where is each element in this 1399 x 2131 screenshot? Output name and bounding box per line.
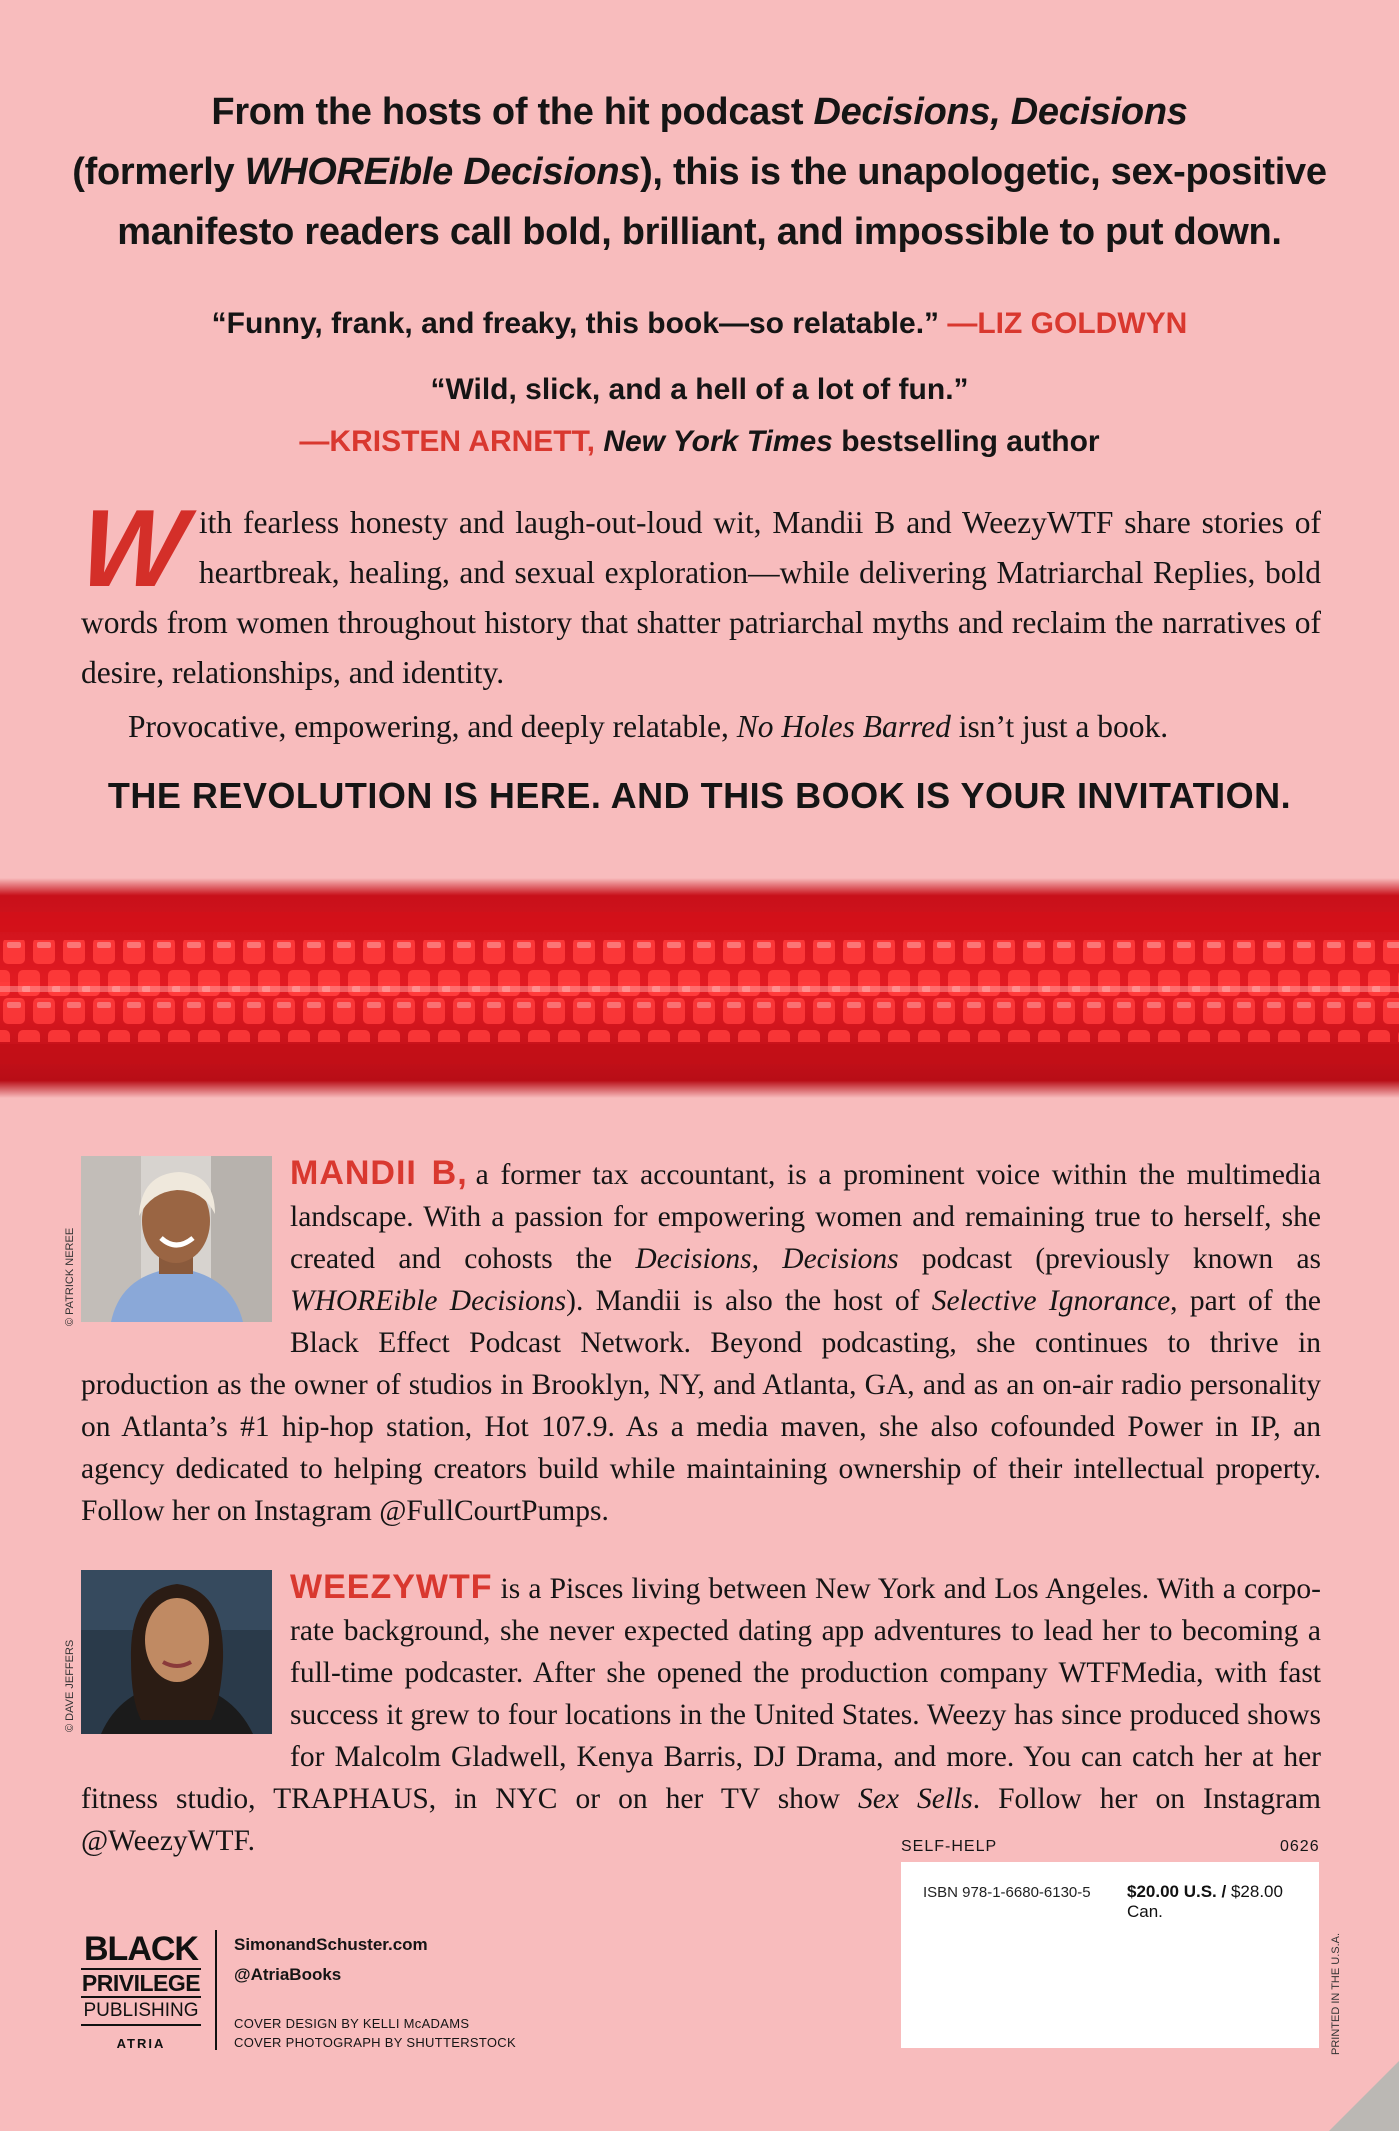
quote-kristen-arnett: “Wild, slick, and a hell of a lot of fun.” —KRISTEN ARNETT, New York Times bestselling author — [299, 373, 1100, 458]
publisher-links — [234, 1930, 428, 1990]
publisher-handle[interactable]: @AtriaBooks — [234, 1965, 342, 1984]
book-title: No Holes Barred — [736, 709, 951, 744]
weezywtf-photo — [81, 1570, 272, 1734]
former-podcast-title: WHOREible Decisions — [244, 151, 641, 193]
tagline: THE REVOLUTION IS HERE. AND THIS BOOK IS YOUR INVITATION. — [107, 775, 1292, 816]
intro-blurb — [70, 82, 1329, 262]
podcast-title: Decisions, Decisions — [813, 91, 1188, 133]
zipper-band — [0, 878, 1399, 1098]
category-code: 0626 — [1280, 1838, 1320, 1855]
bio-mandii-b: MANDII B, a former tax accountant, is a prominent voice within the multimedia landscape. With a passion for empowering women and remaining true to herself, she created and cohosts the Decisions, Decisions podcast (previously known as WHOREible Decisions). Mandii is also the host of Selective Ignorance, part of the Black Effect Podcast Network. Beyond podcasting, she continues to thrive in production as the owner of studios in Brooklyn, NY, and Atlanta, GA, and as an on-air radio personality on Atlanta’s #1 hip-hop station, Hot 107.9. As a media maven, she also cofounded Power in IP, an agency dedicated to helping creators build while maintaining ownership of their intellectual property. Follow her on Instagram @FullCourtPumps. — [81, 1154, 1322, 1527]
author-name-mandii: MANDII B, — [290, 1154, 468, 1192]
intro-line-1: From the hosts of the hit podcast Decisions, Decisions — [211, 91, 1188, 133]
intro-line-2: (formerly WHOREible Decisions), this is the unapologetic, sex-positive — [72, 151, 1327, 193]
intro-line-3: manifesto readers call bold, brilliant, and impossible to put down. — [117, 211, 1282, 253]
isbn: ISBN 978-1-6680-6130-5 — [923, 1884, 1091, 1901]
quote-author: —LIZ GOLDWYN — [947, 307, 1188, 340]
publisher-website[interactable]: SimonandSchuster.com — [234, 1935, 428, 1954]
corner-fold — [1329, 2061, 1399, 2131]
photo-credit-mandii: © PATRICK NEREE — [64, 1227, 76, 1326]
description: With fearless honesty and laugh-out-loud wit, Mandii B and WeezyWTF share stories of heartbreak, healing, and sexual exploration—while delivering Matriarchal Replies, bold words from women throughout history that shatter patriarchal myths and reclaim the narratives of desire, relationships, and identity. Provocative, empowering, and deeply relatable, No Holes Barred isn’t just a book. — [74, 487, 1321, 744]
publisher-logo: BLACK PRIVILEGE PUBLISHING ATRIA — [81, 1930, 201, 2051]
photo-credit-weezy: © DAVE JEFFERS — [64, 1639, 76, 1732]
bio-weezywtf: WEEZYWTF is a Pisces living between New York and Los Angeles. With a corporate background, she never expected dating app adventures to lead her to becoming a full-time podcaster. After she opened the production company WTFMedia, with fast success it grew to four locations in the United States. Weezy has since produced shows for Malcolm Gladwell, Kenya Barris, DJ Drama, and more. You can catch her at her fitness studio, TRAPHAUS, in NYC or on her TV show Sex Sells. Follow her on Instagram @WeezyWTF. — [81, 1568, 1321, 1857]
printed-in-usa: PRINTED IN THE U.S.A. — [1330, 1932, 1342, 2055]
logo-divider — [215, 1930, 217, 2050]
quote-author: —KRISTEN ARNETT, — [299, 425, 604, 458]
drop-cap: W — [74, 487, 192, 610]
author-name-weezy: WEEZYWTF — [290, 1568, 493, 1606]
category-label: SELF-HELP — [901, 1838, 998, 1855]
barcode-box — [901, 1862, 1319, 2048]
cover-credits: COVER DESIGN BY KELLI McADAMS COVER PHOTOGRAPH BY SHUTTERSTOCK — [234, 2016, 516, 2050]
price: $20.00 U.S. / $28.00 Can. — [1127, 1882, 1283, 1921]
mandii-b-photo — [81, 1156, 272, 1322]
quote-liz-goldwyn: “Funny, frank, and freaky, this book—so relatable.” —LIZ GOLDWYN — [211, 307, 1188, 340]
